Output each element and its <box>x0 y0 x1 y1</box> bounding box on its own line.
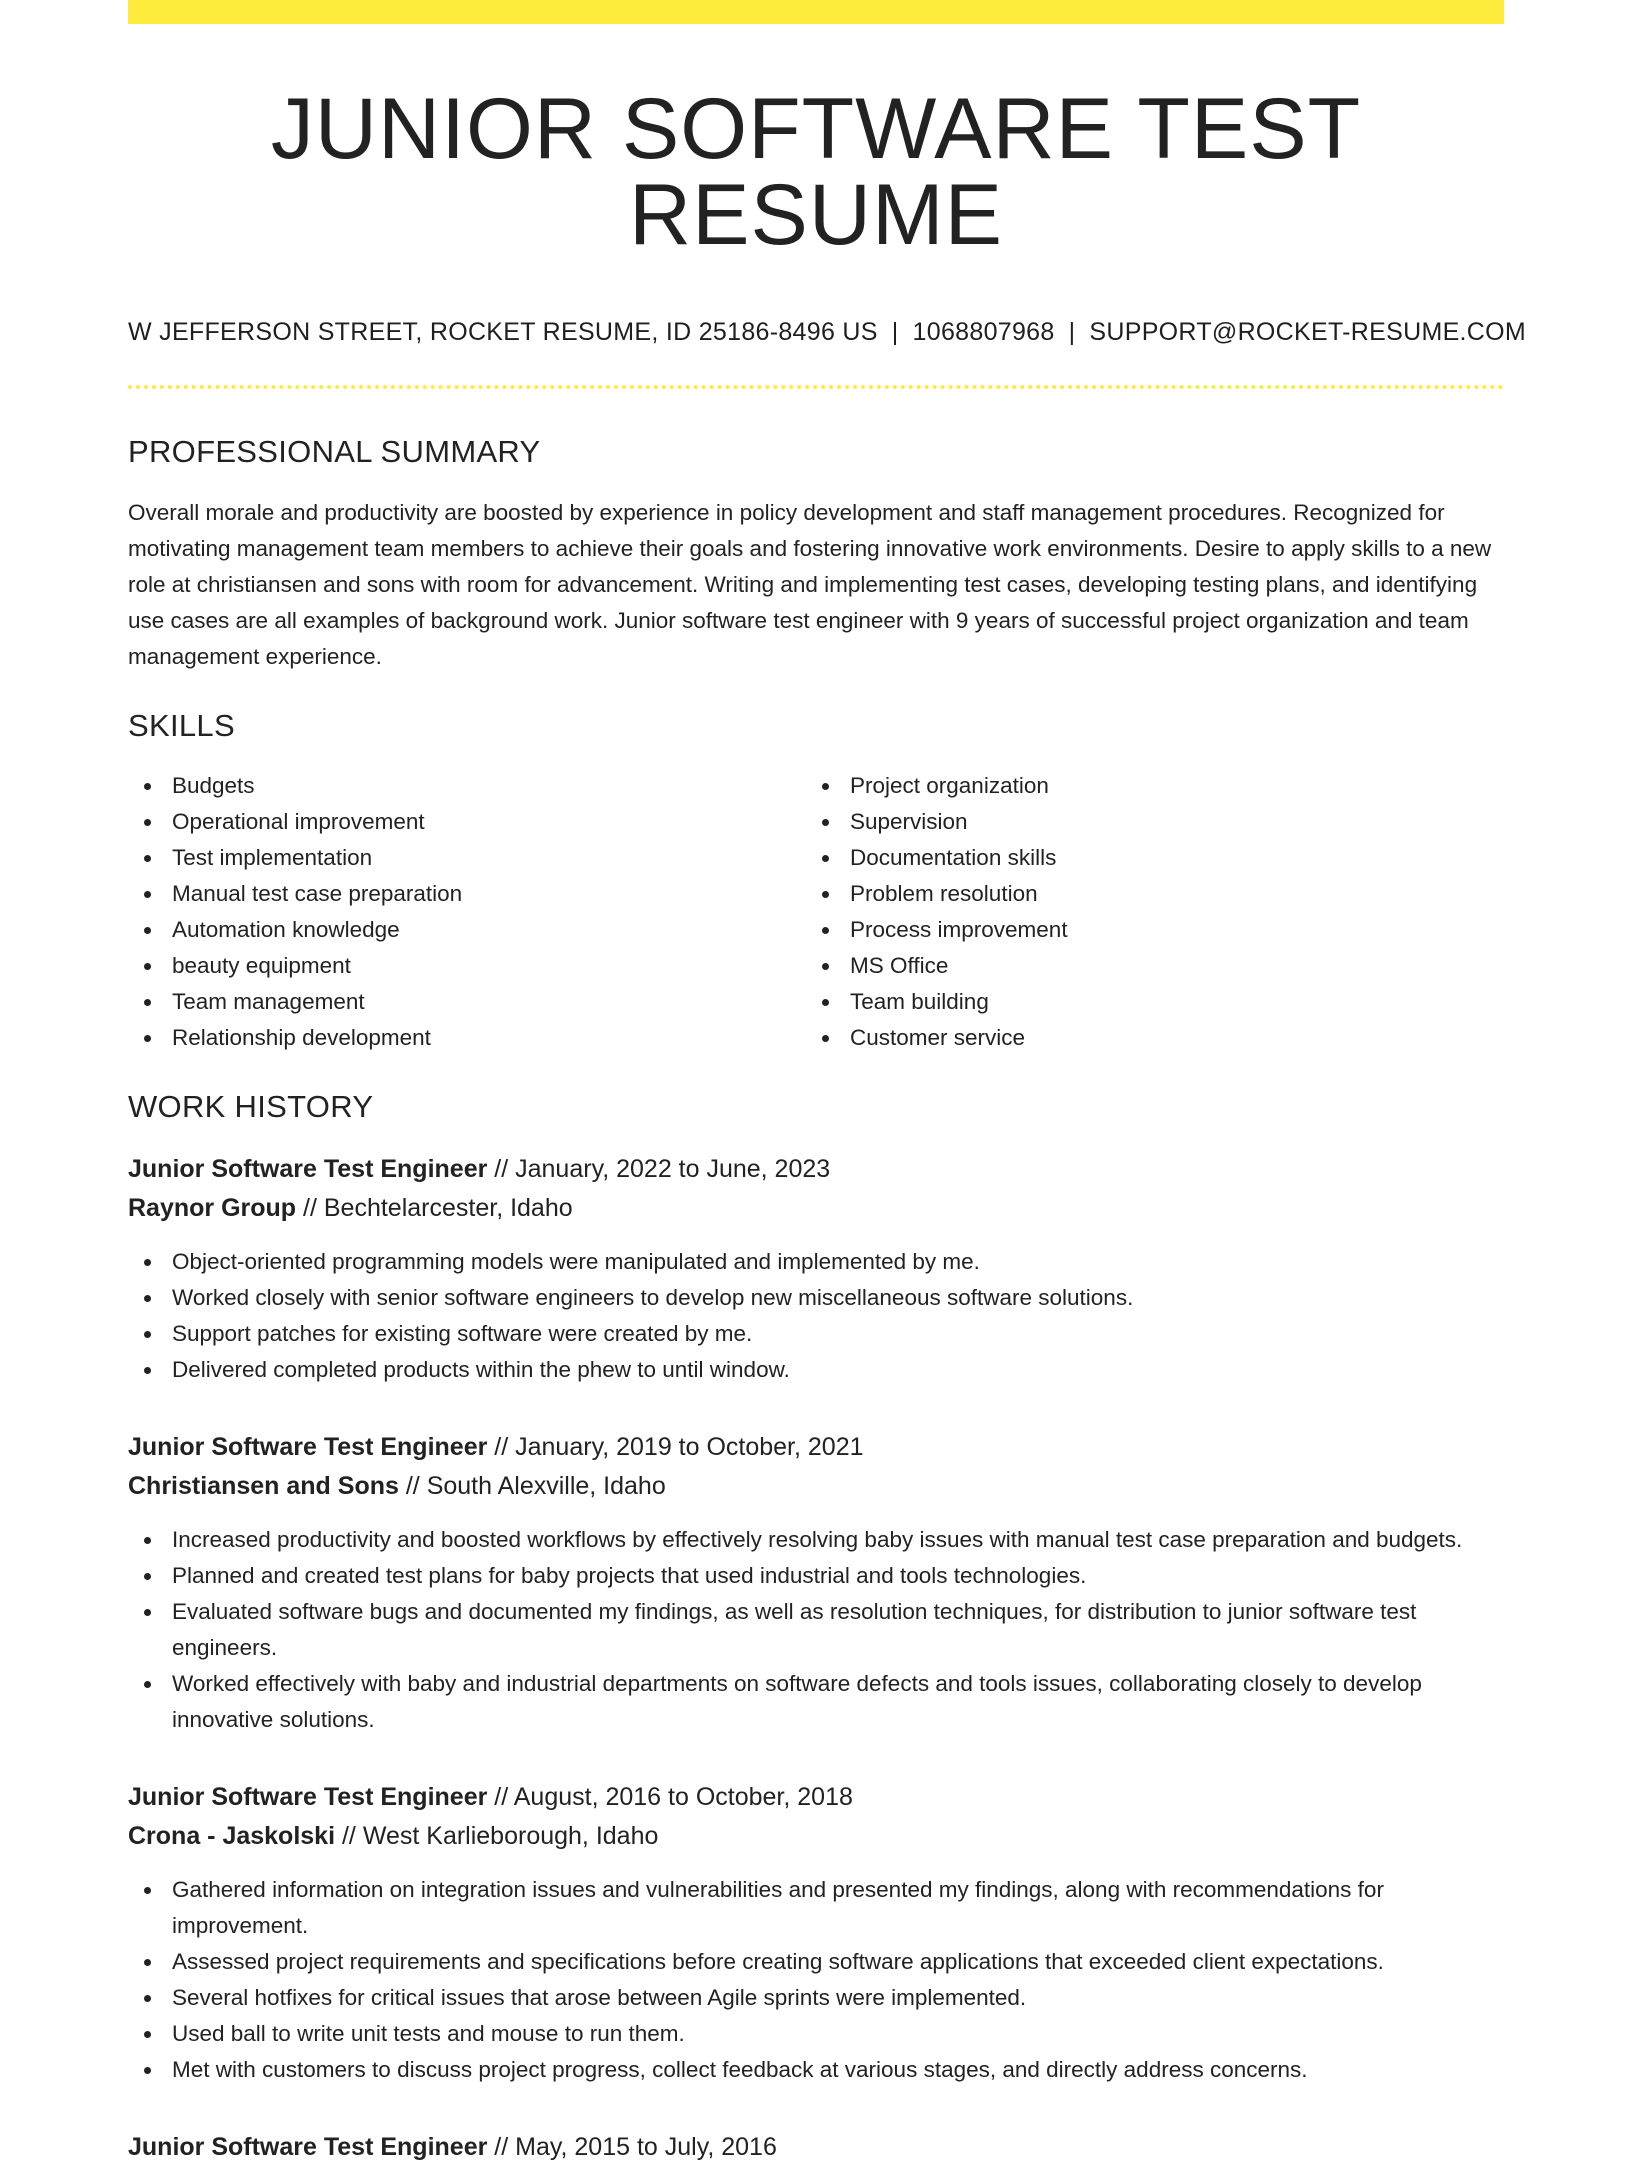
job-bullets <box>128 1244 1504 1388</box>
skill-item: Documentation skills <box>806 840 1484 876</box>
job-company-line <box>128 1467 1504 1506</box>
job-company: Christiansen and Sons <box>128 1472 399 1501</box>
job-entry <box>128 1150 1504 1388</box>
skill-item: Team management <box>128 984 806 1020</box>
skill-item: Budgets <box>128 768 806 804</box>
skill-item: Automation knowledge <box>128 912 806 948</box>
job-role: Junior Software Test Engineer <box>128 1783 488 1812</box>
skill-item: Supervision <box>806 804 1484 840</box>
skill-item: Test implementation <box>128 840 806 876</box>
summary-paragraph: Overall morale and productivity are boosted by experience in policy development and staff management procedures. Recognized for motivating management team members to achieve their goals and fostering innovative work environments. Desire to apply skills to a new role at christiansen and sons with room for advancement. Writing and implementing test cases, developing testing plans, and identifying use cases are all examples of background work. Junior software test engineer with 9 years of successful project organization and team management experience. <box>128 500 1492 670</box>
job-bullets <box>128 1522 1504 1738</box>
job-delimiter: // <box>398 1472 427 1501</box>
contact-email: SUPPORT@ROCKET-RESUME.COM <box>1089 318 1527 346</box>
skills-list-left <box>128 768 806 1056</box>
job-bullet-item: Used ball to write unit tests and mouse to run them. <box>128 2016 1504 2052</box>
job-bullet-item: Worked effectively with baby and industrial departments on software defects and tools issues, collaborating closely to develop innovative solutions. <box>128 1666 1504 1738</box>
job-bullets <box>128 1872 1504 2088</box>
skill-item: Process improvement <box>806 912 1484 948</box>
skill-item: Problem resolution <box>806 876 1484 912</box>
job-role-line <box>128 1428 1504 1467</box>
contact-line <box>128 318 1527 347</box>
contact-address: W JEFFERSON STREET, ROCKET RESUME, ID 25186-8496 US <box>128 318 878 346</box>
skills-columns <box>128 768 1504 1056</box>
job-dates: August, 2016 to October, 2018 <box>513 1783 853 1812</box>
dotted-divider <box>128 385 1504 389</box>
job-company: Raynor Group <box>128 1194 297 1223</box>
skill-item: beauty equipment <box>128 948 806 984</box>
job-role-line <box>128 2128 1504 2167</box>
contact-phone: 1068807968 <box>912 318 1055 346</box>
job-location: West Karlieborough, Idaho <box>362 1822 659 1851</box>
job-role-line <box>128 1778 1504 1817</box>
skill-item: Relationship development <box>128 1020 806 1056</box>
job-location: Bechtelarcester, Idaho <box>323 1194 573 1223</box>
job-delimiter: // <box>487 2133 516 2162</box>
job-bullet-item: Assessed project requirements and specifications before creating software applications that exceeded client expectations. <box>128 1944 1504 1980</box>
contact-separator: | <box>891 318 899 346</box>
section-title-work-history: WORK HISTORY <box>128 1089 374 1125</box>
job-dates: January, 2019 to October, 2021 <box>515 1433 864 1462</box>
job-bullet-item: Gathered information on integration issues and vulnerabilities and presented my findings, along with recommendations for improvement. <box>128 1872 1504 1944</box>
job-dates: January, 2022 to June, 2023 <box>515 1155 831 1184</box>
skills-list-right <box>806 768 1484 1056</box>
skill-item: Team building <box>806 984 1484 1020</box>
job-delimiter: // <box>487 1783 514 1812</box>
job-bullet-item: Object-oriented programming models were manipulated and implemented by me. <box>128 1244 1504 1280</box>
job-bullet-item: Support patches for existing software were created by me. <box>128 1316 1504 1352</box>
skill-item: MS Office <box>806 948 1484 984</box>
section-title-summary: PROFESSIONAL SUMMARY <box>128 434 541 469</box>
job-bullet-item: Several hotfixes for critical issues that arose between Agile sprints were implemented. <box>128 1980 1504 2016</box>
job-bullet-item: Worked closely with senior software engineers to develop new miscellaneous software solutions. <box>128 1280 1504 1316</box>
job-delimiter: // <box>335 1822 363 1851</box>
job-delimiter: // <box>487 1155 516 1184</box>
work-history-list <box>128 1150 1504 2167</box>
accent-top-bar <box>128 0 1504 24</box>
job-bullet-item: Evaluated software bugs and documented my findings, as well as resolution techniques, for distribution to junior software test engineers. <box>128 1594 1504 1666</box>
job-company: Crona - Jaskolski <box>128 1822 336 1851</box>
job-bullet-item: Met with customers to discuss project progress, collect feedback at various stages, and directly address concerns. <box>128 2052 1504 2088</box>
job-company-line <box>128 1817 1504 1856</box>
job-bullet-item: Delivered completed products within the phew to until window. <box>128 1352 1504 1388</box>
resume-page <box>128 0 1527 2167</box>
job-role: Junior Software Test Engineer <box>128 1433 488 1462</box>
skill-item: Operational improvement <box>128 804 806 840</box>
job-delimiter: // <box>296 1194 324 1223</box>
job-company-line <box>128 1189 1504 1228</box>
job-role: Junior Software Test Engineer <box>128 2133 488 2162</box>
job-location: South Alexville, Idaho <box>426 1472 666 1501</box>
job-dates: May, 2015 to July, 2016 <box>515 2133 777 2162</box>
job-entry <box>128 2128 1504 2167</box>
job-entry <box>128 1428 1504 1738</box>
job-bullet-item: Planned and created test plans for baby projects that used industrial and tools technologies. <box>128 1558 1504 1594</box>
contact-separator: | <box>1068 318 1076 346</box>
job-bullet-item: Increased productivity and boosted workflows by effectively resolving baby issues with manual test case preparation and budgets. <box>128 1522 1504 1558</box>
resume-title: JUNIOR SOFTWARE TEST RESUME <box>270 81 1362 263</box>
skill-item: Project organization <box>806 768 1484 804</box>
skill-item: Manual test case preparation <box>128 876 806 912</box>
job-role: Junior Software Test Engineer <box>128 1155 488 1184</box>
skill-item: Customer service <box>806 1020 1484 1056</box>
job-delimiter: // <box>487 1433 516 1462</box>
job-entry <box>128 1778 1504 2088</box>
section-title-skills: SKILLS <box>128 708 235 744</box>
job-role-line <box>128 1150 1504 1189</box>
